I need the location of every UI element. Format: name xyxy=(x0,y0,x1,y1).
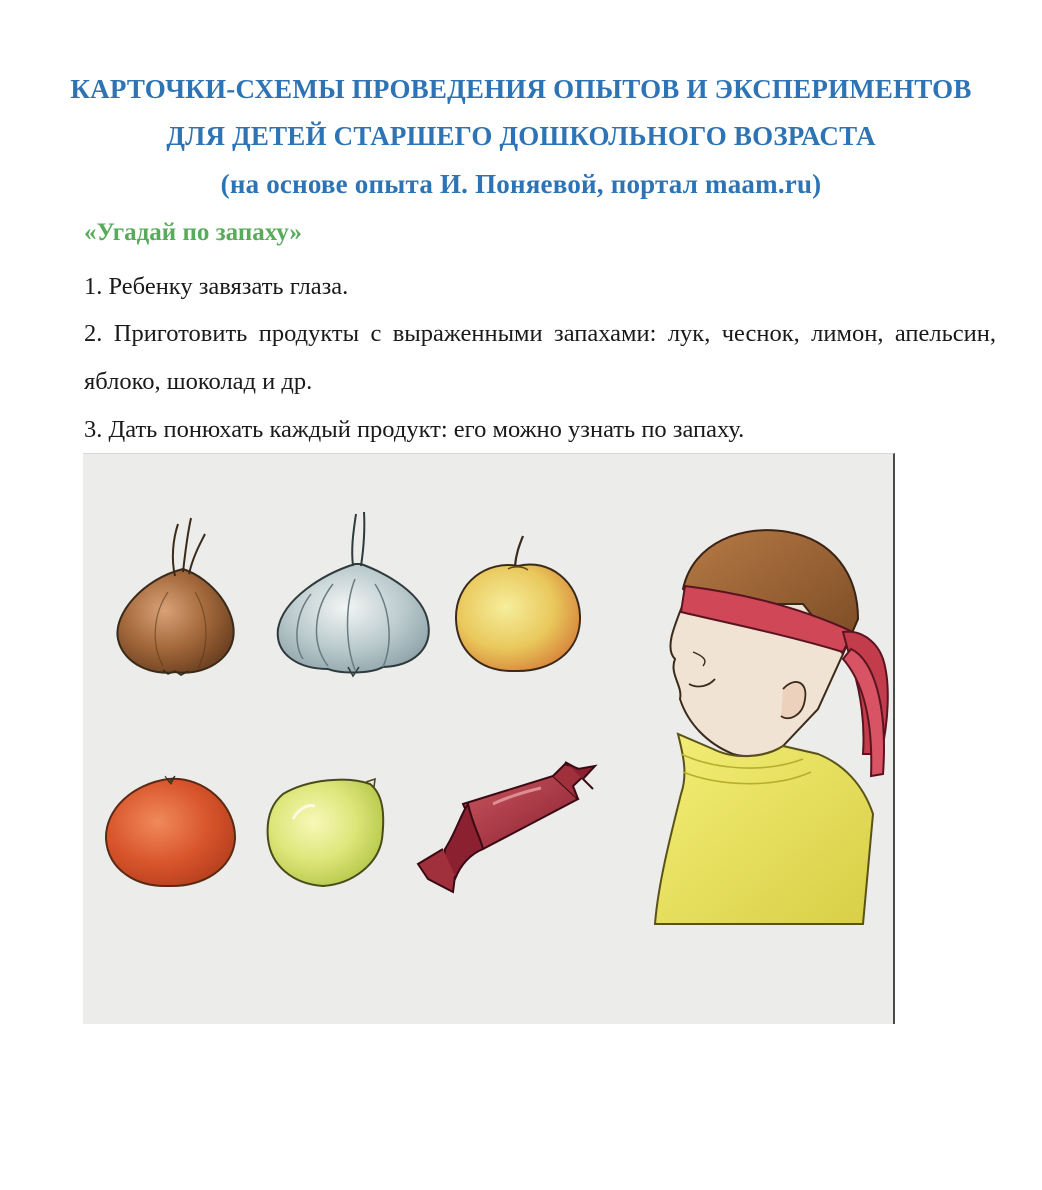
candy-icon xyxy=(418,762,595,892)
title-line-2: ДЛЯ ДЕТЕЙ СТАРШЕГО ДОШКОЛЬНОГО ВОЗРАСТА xyxy=(166,121,876,151)
title-line-1: КАРТОЧКИ-СХЕМЫ ПРОВЕДЕНИЯ ОПЫТОВ И ЭКСПЕРИМЕНТОВ xyxy=(70,74,972,104)
experiment-illustration xyxy=(83,453,895,1024)
experiment-heading: «Угадай по запаху» xyxy=(84,219,302,246)
orange-icon xyxy=(106,776,235,886)
lemon-icon xyxy=(268,779,384,886)
step-1: 1. Ребенку завязать глаза. xyxy=(84,273,349,300)
subtitle: (на основе опыта И. Поняевой, портал maam.ru) xyxy=(220,169,822,199)
garlic-icon xyxy=(278,512,429,676)
step-2: 2. Приготовить продукты с выраженными запахами: лук, чеснок, лимон, апельсин, яблоко, шоколад и др. xyxy=(84,320,996,395)
apple-icon xyxy=(456,536,580,671)
blindfolded-child xyxy=(655,530,888,924)
step-3: 3. Дать понюхать каждый продукт: его можно узнать по запаху. xyxy=(84,416,745,443)
onion-icon xyxy=(117,518,233,675)
